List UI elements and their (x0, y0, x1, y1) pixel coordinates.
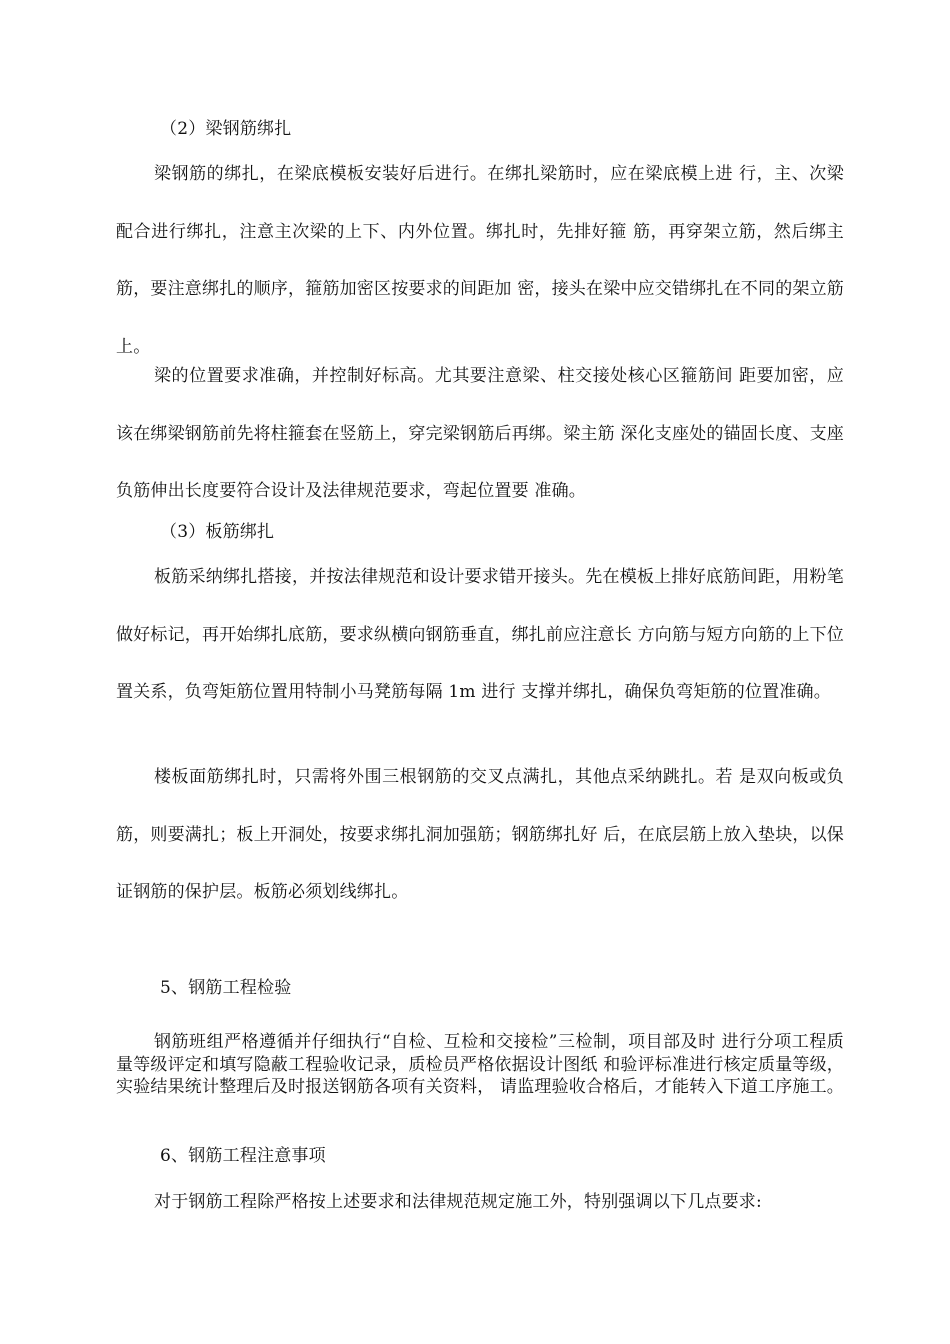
paragraph-rebar-notes: 对于钢筋工程除严格按上述要求和法律规范规定施工外，特别强调以下几点要求: (154, 1192, 762, 1212)
paragraph-rebar-inspection: 钢筋班组严格遵循并仔细执行“自检、互检和交接检”三检制，项目部及时 进行分项工程质量等级评定和填写隐蔽工程验收记录，质检员严格依据设计图纸 和验评标准进行核定质量等级，实验结果统计整理后及时报送钢筋各项有关资料， 请监理验收合格后，才能转入下道工序施工。 (116, 1032, 845, 1097)
section-heading-rebar-inspection: 5、钢筋工程检验 (160, 978, 292, 998)
paragraph-beam-position: 梁的位置要求准确，并控制好标高。尤其要注意梁、柱交接处核心区箍筋间 距要加密，应该在绑梁钢筋前先将柱箍套在竖筋上，穿完梁钢筋后再绑。梁主筋 深化支座处的锚固长度、支座负筋伸出长度要符合设计及法律规范要求，弯起位置要 准确。 (116, 366, 845, 501)
section-heading-beam-rebar: （2）梁钢筋绑扎 (160, 119, 292, 139)
paragraph-slab-top-bars: 楼板面筋绑扎时，只需将外围三根钢筋的交叉点满扎，其他点采纳跳扎。若 是双向板或负筋，则要满扎；板上开洞处，按要求绑扎洞加强筋；钢筋绑扎好 后，在底层筋上放入垫块，以保证钢筋的保护层。板筋必须划线绑扎。 (116, 767, 845, 902)
section-heading-slab-rebar: （3）板筋绑扎 (160, 522, 275, 542)
section-heading-rebar-notes: 6、钢筋工程注意事项 (160, 1146, 326, 1166)
paragraph-slab-binding: 板筋采纳绑扎搭接，并按法律规范和设计要求错开接头。先在模板上排好底筋间距，用粉笔做好标记，再开始绑扎底筋，要求纵横向钢筋垂直，绑扎前应注意长 方向筋与短方向筋的上下位置关系，负弯矩筋位置用特制小马凳筋每隔 1m 进行 支撑并绑扎，确保负弯矩筋的位置准确。 (116, 567, 845, 702)
paragraph-beam-binding: 梁钢筋的绑扎，在梁底模板安装好后进行。在绑扎梁筋时，应在梁底模上进 行，主、次梁配合进行绑扎，注意主次梁的上下、内外位置。绑扎时，先排好箍 筋，再穿架立筋，然后绑主筋，要注意绑扎的顺序，箍筋加密区按要求的间距加 密，接头在梁中应交错绑扎在不同的架立筋上。 (116, 164, 845, 357)
